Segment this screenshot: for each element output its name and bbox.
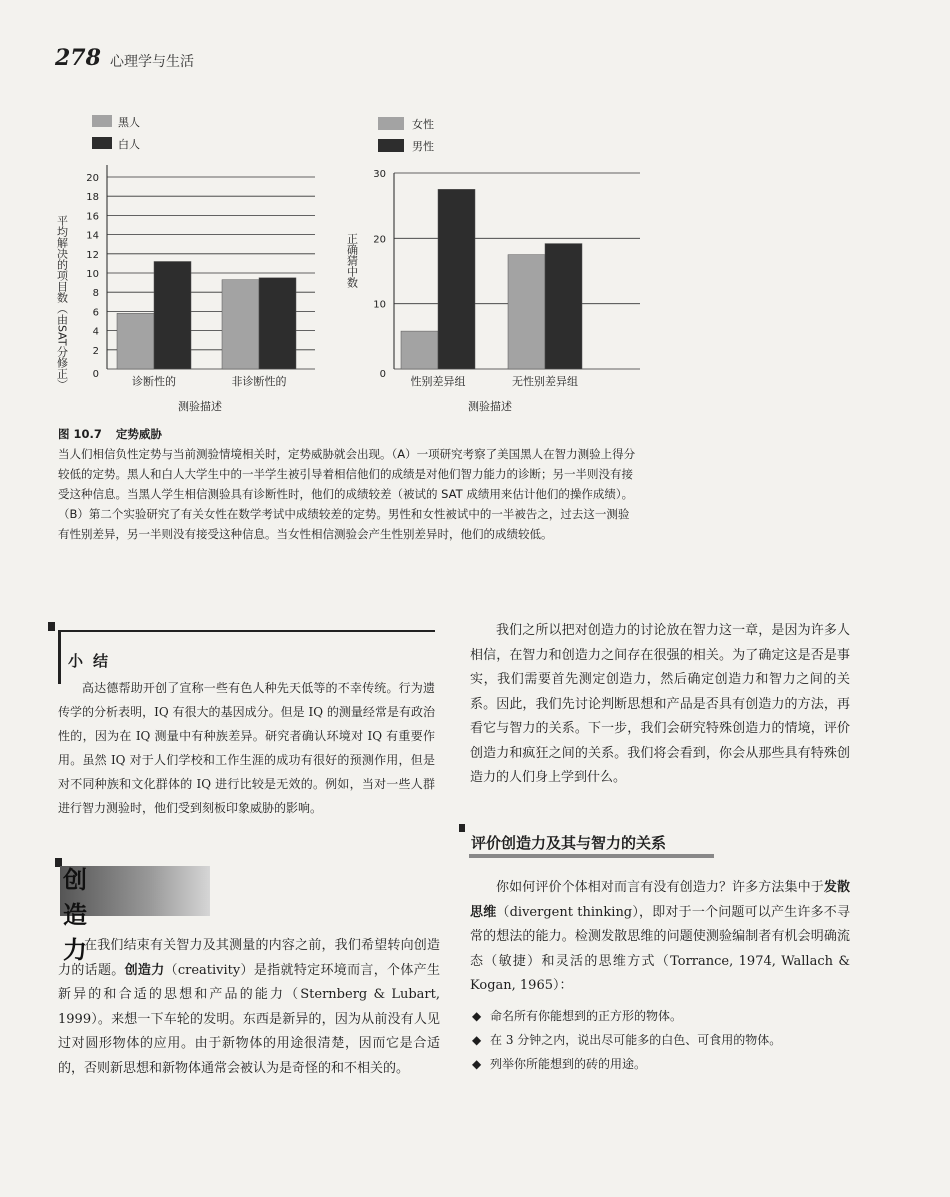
section-title: 创造力 (63, 866, 87, 964)
figure-label: 图 10.7 (58, 427, 102, 441)
page-number: 278 (55, 45, 101, 71)
y-tick-label: 0 (379, 369, 386, 380)
legend-swatch-black (92, 115, 112, 127)
y-axis-label: 平均解决的项目数（由SAT分修正） (55, 215, 69, 390)
diamond-bullet-icon: ◆ (472, 1033, 482, 1047)
paragraph-text: （divergent thinking），即对于一个问题可以产生许多不寻常的想法的能力。检测发散思维的问题使测验编制者有机会明确流态（敏捷）和灵活的思维方式（Torrance, 1974, Wallach & Kogan, 1965）： (470, 904, 850, 993)
paragraph-text: 你如何评价个体相对而言有没有创造力？许多方法集中于 (496, 880, 824, 895)
bar-男性-性别差异组 (438, 189, 475, 369)
y-tick-label: 30 (373, 169, 386, 180)
book-title: 心理学与生活 (110, 54, 194, 70)
divergent-thinking-paragraph (470, 876, 850, 999)
bar-女性-无性别差异组 (508, 255, 545, 369)
y-tick-label: 12 (86, 249, 99, 261)
section-marker (48, 622, 55, 631)
y-tick-label: 4 (92, 326, 99, 338)
legend-label-male: 男性 (412, 140, 434, 153)
list-item: ◆ 列举你所能想到的砖的用途。 (470, 1052, 850, 1076)
subsection-title: 评价创造力及其与智力的关系 (471, 834, 667, 852)
bar-黑人-诊断性的 (117, 313, 154, 369)
figure-caption-text: 当人们相信负性定势与当前测验情境相关时，定势威胁就会出现。（A）一项研究考察了美国黑人在智力测验上得分较低的定势。黑人和白人大学生中的一半学生被引导着相信他们的成绩是对他们智力能力的诊断；另一半则没有接受这种信息。当黑人学生相信测验具有诊断性时，他们的成绩较差（被试的 SAT 成绩用来估计他们的操作成绩）。（B）第二个实验研究了有关女性在数学考试中成绩较差的定势。男性和女性被试中的一半被告之，过去这一测验有性别差异，另一半则没有接受这种信息。当女性相信测验会产生性别差异时，他们的成绩较低。 (58, 447, 636, 541)
x-category-label: 非诊断性的 (231, 375, 287, 388)
y-tick-label: 0 (92, 369, 99, 380)
legend-label-white: 白人 (118, 138, 140, 151)
divider (58, 630, 435, 632)
summary-heading: 小结 (68, 652, 119, 670)
heading-underline (469, 854, 714, 858)
bar-女性-性别差异组 (401, 331, 438, 369)
legend-label-black: 黑人 (118, 116, 140, 129)
y-tick-label: 10 (86, 269, 99, 280)
diamond-bullet-icon: ◆ (472, 1057, 482, 1071)
list-item: ◆ 命名所有你能想到的正方形的物体。 (470, 1004, 850, 1028)
legend-label-female: 女性 (412, 118, 434, 131)
chart-panel-b (340, 105, 640, 420)
intro-paragraph: 我们之所以把对创造力的讨论放在智力这一章，是因为许多人相信，在智力和创造力之间存在很强的相关。为了确定这是否是事实，我们需要首先测定创造力，然后确定创造力和智力之间的关系。因此，我们先讨论判断思想和产品是否具有创造力的方法，再看它与智力的关系。下一步，我们会研究特殊创造力的情境，评价创造力和疯狂之间的关系。我们将会看到，你会从那些具有特殊创造力的人们身上学到什么。 (470, 623, 850, 785)
bar-白人-非诊断性的 (259, 278, 296, 369)
x-axis-label: 测验描述 (178, 400, 222, 413)
list-item: ◆ 在 3 分钟之内，说出尽可能多的白色、可食用的物体。 (470, 1028, 850, 1052)
legend-swatch-white (92, 137, 112, 149)
summary-text: 高达德帮助开创了宣称一些有色人种先天低等的不幸传统。行为遗传学的分析表明，IQ 有很大的基因成分。但是 IQ 的测量经常是有政治性的，因为在 IQ 测量中有种族差异。研究者确认环境对 IQ 有重要作用。虽然 IQ 对于人们学校和工作生涯的成功有很好的预测作用，但是对不同种族和文化群体的 IQ 进行比较是无效的。例如，当对一些人群进行智力测验时，他们受到刻板印象威胁的影响。 (58, 681, 435, 815)
chart-panel-a (50, 105, 350, 420)
legend-swatch-female (378, 117, 404, 130)
diamond-bullet-icon: ◆ (472, 1009, 482, 1023)
y-tick-label: 20 (373, 234, 386, 246)
y-tick-label: 14 (86, 230, 99, 242)
paragraph-text: （creativity）是指就特定环境而言，个体产生新异的和合适的思想和产品的能力（Sternberg & Lubart, 1999）。来想一下车轮的发明。东西是新异的，因为从前没有人见过对圆形物体的应用。由于新物体的用途很清楚，因而它是合适的，否则新思想和新物体通常会被认为是奇怪的和不相关的。 (58, 962, 440, 1076)
bar-白人-诊断性的 (154, 261, 191, 369)
x-category-label: 性别差异组 (410, 375, 466, 388)
legend-swatch-male (378, 139, 404, 152)
creativity-paragraph (58, 934, 440, 1081)
section-marker (459, 824, 465, 832)
y-tick-label: 8 (92, 288, 99, 300)
bullet-list (470, 1004, 850, 1076)
figure-title: 定势威胁 (115, 427, 162, 441)
x-category-label: 无性别差异组 (512, 375, 578, 388)
x-axis-label: 测验描述 (468, 400, 512, 413)
bar-男性-无性别差异组 (545, 244, 582, 369)
key-term: 发散思维 (470, 880, 850, 920)
bar-黑人-非诊断性的 (222, 280, 259, 369)
y-tick-label: 2 (92, 345, 99, 357)
x-category-label: 诊断性的 (132, 375, 176, 388)
y-tick-label: 6 (92, 307, 99, 319)
y-tick-label: 20 (86, 173, 99, 184)
figure-caption (58, 424, 638, 544)
y-tick-label: 18 (86, 192, 99, 204)
y-tick-label: 10 (373, 299, 386, 311)
y-tick-label: 16 (86, 211, 99, 223)
y-axis-label: 正确猜中数 (345, 233, 359, 288)
key-term: 创造力 (124, 962, 165, 978)
paragraph-text: 在我们结束有关智力及其测量的内容之前，我们希望转向创造力的话题。 (58, 938, 440, 978)
